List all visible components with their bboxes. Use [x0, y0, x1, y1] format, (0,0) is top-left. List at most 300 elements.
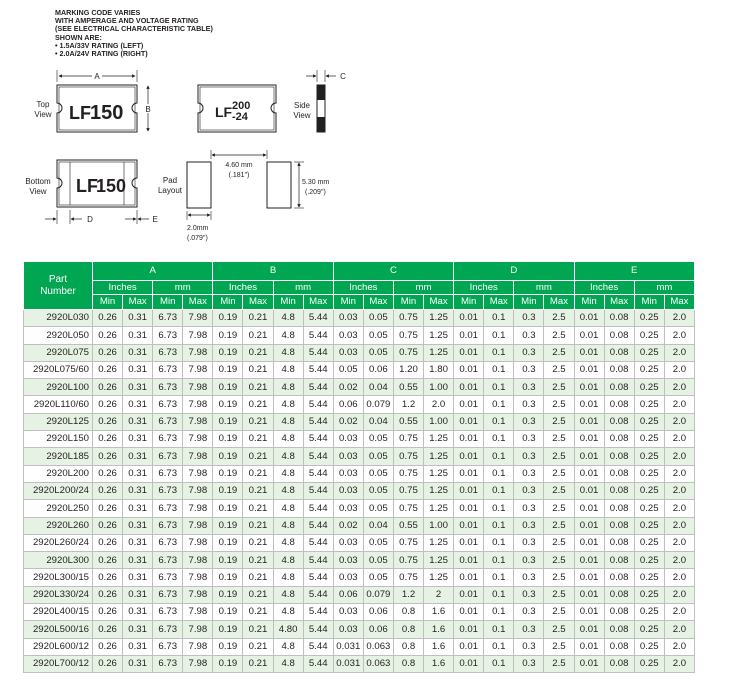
dimension-cell: 0.25 — [634, 604, 664, 621]
dimension-cell: 0.05 — [363, 465, 393, 482]
dimension-cell: 0.031 — [333, 638, 363, 655]
part-number-cell: 2920L300 — [24, 552, 93, 569]
dimension-cell: 0.25 — [634, 310, 664, 327]
dimension-cell: 6.73 — [153, 621, 183, 638]
dimension-cell: 2.5 — [544, 655, 574, 672]
dimension-cell: 2.0 — [664, 482, 694, 499]
dimension-cell: 0.25 — [634, 396, 664, 413]
dimension-cell: 0.26 — [93, 482, 123, 499]
unit-header: Inches — [574, 281, 634, 295]
bottom-view-label-1: Bottom — [25, 177, 51, 186]
dimension-cell: 1.25 — [424, 431, 454, 448]
dimension-cell: 1.6 — [424, 655, 454, 672]
dimension-cell: 0.079 — [363, 586, 393, 603]
note-line: WITH AMPERAGE AND VOLTAGE RATING — [55, 16, 199, 26]
dimension-cell: 0.26 — [93, 604, 123, 621]
dimension-cell: 0.19 — [213, 500, 243, 517]
table-row — [24, 482, 695, 499]
dimension-header: B — [213, 262, 333, 281]
dimension-cell: 6.73 — [153, 534, 183, 551]
dimension-cell: 0.25 — [634, 534, 664, 551]
dimension-cell: 0.3 — [514, 344, 544, 361]
dimension-cell: 1.25 — [424, 448, 454, 465]
dimension-cell: 1.2 — [393, 586, 423, 603]
table-row — [24, 534, 695, 551]
dimension-cell: 0.3 — [514, 396, 544, 413]
dimension-cell: 0.01 — [574, 482, 604, 499]
dimension-cell: 0.31 — [123, 517, 153, 534]
dimension-cell: 6.73 — [153, 379, 183, 396]
dimension-cell: 0.01 — [574, 534, 604, 551]
dimension-cell: 4.8 — [273, 465, 303, 482]
dimension-cell: 0.01 — [574, 621, 604, 638]
dimension-cell: 2.5 — [544, 621, 574, 638]
dimension-cell: 0.01 — [574, 465, 604, 482]
dimension-cell: 0.1 — [484, 344, 514, 361]
dimension-cell: 5.44 — [303, 344, 333, 361]
dimension-cell: 0.31 — [123, 655, 153, 672]
dimension-cell: 0.08 — [604, 448, 634, 465]
dimension-cell: 0.08 — [604, 327, 634, 344]
table-row — [24, 604, 695, 621]
dimension-cell: 0.19 — [213, 586, 243, 603]
dimension-cell: 0.05 — [363, 552, 393, 569]
dimension-cell: 5.44 — [303, 569, 333, 586]
dimension-cell: 0.25 — [634, 569, 664, 586]
dimension-cell: 0.08 — [604, 413, 634, 430]
dimension-cell: 0.06 — [333, 396, 363, 413]
dimension-cell: 7.98 — [183, 310, 213, 327]
dimension-cell: 0.31 — [123, 552, 153, 569]
dimension-cell: 1.00 — [424, 517, 454, 534]
dimension-cell: 0.75 — [393, 500, 423, 517]
pad-right — [267, 162, 291, 208]
dimension-cell: 0.1 — [484, 379, 514, 396]
dimension-cell: 2.0 — [664, 500, 694, 517]
dimension-cell: 0.03 — [333, 327, 363, 344]
dimension-cell: 7.98 — [183, 552, 213, 569]
dimension-cell: 1.6 — [424, 604, 454, 621]
note-line: • 2.0A/24V RATING (RIGHT) — [55, 49, 148, 59]
dimension-cell: 2.0 — [664, 431, 694, 448]
dimension-cell: 2.5 — [544, 310, 574, 327]
dimension-cell: 2.5 — [544, 552, 574, 569]
dimension-cell: 1.00 — [424, 379, 454, 396]
dimension-cell: 0.1 — [484, 310, 514, 327]
dimension-cell: 0.08 — [604, 638, 634, 655]
pad-height-in: (.209") — [305, 189, 326, 196]
dimension-cell: 0.19 — [213, 361, 243, 378]
dimension-cell: 0.04 — [363, 517, 393, 534]
dimension-cell: 0.31 — [123, 482, 153, 499]
dimension-cell: 0.19 — [213, 621, 243, 638]
dimension-cell: 5.44 — [303, 361, 333, 378]
dimension-cell: 4.8 — [273, 448, 303, 465]
dimension-cell: 2.0 — [664, 569, 694, 586]
dimension-cell: 0.21 — [243, 586, 273, 603]
minmax-header: Max — [243, 295, 273, 310]
pad-height-mm: 5.30 mm — [302, 179, 330, 186]
dimension-cell: 0.75 — [393, 552, 423, 569]
dimension-cell: 7.98 — [183, 413, 213, 430]
minmax-header: Min — [454, 295, 484, 310]
dimension-cell: 1.20 — [393, 361, 423, 378]
dimension-cell: 5.44 — [303, 655, 333, 672]
dimension-cell: 0.01 — [574, 310, 604, 327]
dimension-cell: 0.19 — [213, 604, 243, 621]
pad-layout-label-1: Pad — [162, 176, 178, 185]
logo-top: LF — [69, 103, 91, 123]
minmax-header: Min — [574, 295, 604, 310]
dimension-cell: 5.44 — [303, 396, 333, 413]
dimension-cell: 0.31 — [123, 344, 153, 361]
dimension-cell: 1.25 — [424, 500, 454, 517]
dimension-cell: 2.5 — [544, 327, 574, 344]
dimension-cell: 0.1 — [484, 361, 514, 378]
dimension-cell: 0.01 — [454, 361, 484, 378]
dimension-cell: 0.31 — [123, 379, 153, 396]
dimension-cell: 0.01 — [574, 344, 604, 361]
minmax-header: Max — [123, 295, 153, 310]
dimension-cell: 0.01 — [574, 655, 604, 672]
dimension-cell: 5.44 — [303, 310, 333, 327]
dimension-cell: 0.3 — [514, 621, 544, 638]
minmax-header: Min — [213, 295, 243, 310]
dimension-cell: 0.01 — [454, 310, 484, 327]
side-view-part — [317, 85, 325, 132]
dimension-cell: 2.5 — [544, 431, 574, 448]
dimension-cell: 0.01 — [454, 431, 484, 448]
dimension-cell: 5.44 — [303, 621, 333, 638]
dimension-cell: 0.05 — [363, 310, 393, 327]
dimension-cell: 0.063 — [363, 638, 393, 655]
dimension-cell: 7.98 — [183, 448, 213, 465]
dimension-cell: 0.21 — [243, 482, 273, 499]
dimension-cell: 0.08 — [604, 310, 634, 327]
dimension-cell: 0.08 — [604, 361, 634, 378]
dimension-cell: 7.98 — [183, 396, 213, 413]
dimension-cell: 0.75 — [393, 569, 423, 586]
dimension-cell: 2.5 — [544, 500, 574, 517]
dimension-cell: 4.8 — [273, 482, 303, 499]
dimension-cell: 0.75 — [393, 465, 423, 482]
dimension-cell: 0.21 — [243, 517, 273, 534]
dimension-cell: 2.0 — [664, 517, 694, 534]
dimension-cell: 0.21 — [243, 413, 273, 430]
dimension-cell: 2.5 — [544, 344, 574, 361]
dimension-cell: 0.03 — [333, 621, 363, 638]
dimension-cell: 0.3 — [514, 482, 544, 499]
dimension-header: A — [93, 262, 213, 281]
dimension-cell: 6.73 — [153, 327, 183, 344]
dimension-cell: 4.8 — [273, 431, 303, 448]
note-line: (SEE ELECTRICAL CHARACTERISTIC TABLE) — [55, 24, 213, 34]
dimension-cell: 0.8 — [393, 604, 423, 621]
table-row — [24, 379, 695, 396]
dimension-cell: 2.0 — [664, 655, 694, 672]
dimension-cell: 0.1 — [484, 482, 514, 499]
dimension-cell: 0.55 — [393, 413, 423, 430]
dimension-cell: 2 — [424, 586, 454, 603]
dimension-cell: 0.21 — [243, 379, 273, 396]
dimension-cell: 0.06 — [333, 586, 363, 603]
dimension-cell: 0.26 — [93, 361, 123, 378]
dimension-cell: 4.8 — [273, 344, 303, 361]
dimension-cell: 0.25 — [634, 431, 664, 448]
dimension-cell: 0.08 — [604, 500, 634, 517]
minmax-header: Min — [634, 295, 664, 310]
dimension-cell: 0.55 — [393, 517, 423, 534]
dimension-cell: 0.31 — [123, 638, 153, 655]
logo-right: LF — [215, 104, 233, 120]
dimension-cell: 0.01 — [574, 379, 604, 396]
dimension-cell: 0.26 — [93, 621, 123, 638]
table-row — [24, 552, 695, 569]
dimension-cell: 0.19 — [213, 431, 243, 448]
dimension-cell: 7.98 — [183, 517, 213, 534]
dimension-cell: 6.73 — [153, 655, 183, 672]
dimension-cell: 7.98 — [183, 361, 213, 378]
marking-top: 150 — [90, 102, 124, 124]
part-number-cell: 2920L250 — [24, 500, 93, 517]
dimension-cell: 0.01 — [454, 569, 484, 586]
dimension-cell: 5.44 — [303, 638, 333, 655]
dimension-cell: 0.3 — [514, 569, 544, 586]
dimension-cell: 6.73 — [153, 465, 183, 482]
dimension-cell: 4.8 — [273, 655, 303, 672]
dim-a-label: A — [94, 72, 100, 81]
table-row — [24, 431, 695, 448]
dimension-cell: 0.19 — [213, 552, 243, 569]
dimension-cell: 2.5 — [544, 379, 574, 396]
dimension-cell: 2.0 — [664, 534, 694, 551]
dimension-cell: 2.0 — [664, 604, 694, 621]
minmax-header: Min — [333, 295, 363, 310]
dimension-cell: 0.19 — [213, 396, 243, 413]
dimension-cell: 6.73 — [153, 448, 183, 465]
dimension-cell: 5.44 — [303, 586, 333, 603]
unit-header: Inches — [454, 281, 514, 295]
dimension-cell: 1.2 — [393, 396, 423, 413]
dimension-cell: 2.5 — [544, 604, 574, 621]
dimension-cell: 0.25 — [634, 517, 664, 534]
dimension-cell: 0.75 — [393, 482, 423, 499]
table-row — [24, 569, 695, 586]
dimension-cell: 0.25 — [634, 465, 664, 482]
minmax-header: Max — [424, 295, 454, 310]
dimension-cell: 2.0 — [664, 638, 694, 655]
part-number-cell: 2920L260 — [24, 517, 93, 534]
dimension-cell: 0.75 — [393, 344, 423, 361]
dimension-cell: 0.75 — [393, 431, 423, 448]
dimension-cell: 4.8 — [273, 396, 303, 413]
dimension-cell: 0.1 — [484, 569, 514, 586]
dimension-cell: 0.26 — [93, 327, 123, 344]
dimension-cell: 0.03 — [333, 431, 363, 448]
dimension-cell: 0.31 — [123, 361, 153, 378]
part-number-cell: 2920L125 — [24, 413, 93, 430]
dimension-cell: 0.05 — [363, 500, 393, 517]
marking-bottom: 150 — [96, 176, 127, 196]
table-row — [24, 621, 695, 638]
dimension-cell: 0.08 — [604, 621, 634, 638]
dimension-cell: 0.3 — [514, 327, 544, 344]
minmax-header: Max — [303, 295, 333, 310]
pad-left — [187, 162, 211, 208]
table-header — [24, 262, 695, 310]
dimension-cell: 0.08 — [604, 396, 634, 413]
dimension-cell: 0.01 — [454, 655, 484, 672]
dimension-cell: 0.21 — [243, 310, 273, 327]
unit-header: mm — [393, 281, 453, 295]
dimension-cell: 0.03 — [333, 552, 363, 569]
part-number-cell: 2920L700/12 — [24, 655, 93, 672]
dimension-cell: 0.3 — [514, 413, 544, 430]
minmax-header: Min — [514, 295, 544, 310]
part-number-cell: 2920L150 — [24, 431, 93, 448]
dimension-cell: 0.3 — [514, 604, 544, 621]
dimension-cell: 7.98 — [183, 655, 213, 672]
dimension-cell: 1.25 — [424, 344, 454, 361]
dimension-cell: 0.1 — [484, 500, 514, 517]
dimension-cell: 0.04 — [363, 379, 393, 396]
dimension-cell: 0.31 — [123, 327, 153, 344]
dimension-cell: 0.1 — [484, 638, 514, 655]
top-view-label-2: View — [34, 110, 52, 119]
dimension-cell: 0.26 — [93, 569, 123, 586]
dimension-cell: 0.01 — [454, 534, 484, 551]
dimension-cell: 0.3 — [514, 552, 544, 569]
dimension-cell: 0.01 — [454, 327, 484, 344]
dimension-cell: 0.3 — [514, 448, 544, 465]
dimension-cell: 0.06 — [363, 361, 393, 378]
dimension-cell: 0.19 — [213, 534, 243, 551]
dimension-cell: 0.01 — [574, 448, 604, 465]
dimension-cell: 0.01 — [454, 413, 484, 430]
unit-header: mm — [514, 281, 574, 295]
dimension-cell: 5.44 — [303, 379, 333, 396]
pad-layout-label-2: Layout — [157, 186, 183, 195]
dimension-cell: 0.21 — [243, 655, 273, 672]
dimension-cell: 0.19 — [213, 569, 243, 586]
dimension-cell: 0.3 — [514, 361, 544, 378]
dimension-cell: 0.21 — [243, 361, 273, 378]
dimension-cell: 0.08 — [604, 482, 634, 499]
dimension-cell: 0.8 — [393, 655, 423, 672]
part-number-cell: 2920L050 — [24, 327, 93, 344]
pad-gap-in: (.079") — [187, 235, 208, 242]
dimension-cell: 7.98 — [183, 379, 213, 396]
dimension-cell: 0.21 — [243, 465, 273, 482]
top-view-part — [57, 85, 137, 132]
dimension-cell: 0.19 — [213, 465, 243, 482]
dimension-cell: 0.21 — [243, 396, 273, 413]
minmax-header: Max — [363, 295, 393, 310]
part-number-cell: 2920L400/15 — [24, 604, 93, 621]
dimension-cell: 0.19 — [213, 655, 243, 672]
marking-right-2: -24 — [232, 111, 248, 123]
dimension-cell: 5.44 — [303, 552, 333, 569]
dimension-cell: 0.8 — [393, 621, 423, 638]
dimension-cell: 0.3 — [514, 310, 544, 327]
dimension-cell: 0.06 — [363, 621, 393, 638]
dimension-cell: 2.0 — [664, 448, 694, 465]
minmax-header: Min — [393, 295, 423, 310]
table-row — [24, 327, 695, 344]
dimension-cell: 0.19 — [213, 482, 243, 499]
dimension-cell: 1.25 — [424, 482, 454, 499]
dimension-cell: 0.25 — [634, 655, 664, 672]
dimension-cell: 0.3 — [514, 465, 544, 482]
dimension-cell: 0.3 — [514, 500, 544, 517]
dimension-cell: 0.75 — [393, 534, 423, 551]
dimension-cell: 7.98 — [183, 431, 213, 448]
logo-bottom: LF — [76, 176, 98, 196]
dimension-cell: 5.44 — [303, 482, 333, 499]
dimension-cell: 4.8 — [273, 552, 303, 569]
dimension-cell: 0.31 — [123, 310, 153, 327]
pad-width-mm: 4.60 mm — [225, 162, 253, 169]
dimension-cell: 7.98 — [183, 465, 213, 482]
dimension-cell: 2.0 — [664, 379, 694, 396]
dimension-cell: 0.19 — [213, 344, 243, 361]
dimension-cell: 0.25 — [634, 327, 664, 344]
dimension-cell: 2.0 — [664, 327, 694, 344]
dimensions-table — [23, 261, 695, 673]
dimension-cell: 6.73 — [153, 344, 183, 361]
dimension-cell: 0.3 — [514, 431, 544, 448]
dimension-cell: 0.01 — [454, 621, 484, 638]
dimension-cell: 2.5 — [544, 413, 574, 430]
dimension-cell: 5.44 — [303, 604, 333, 621]
dimension-cell: 2.0 — [664, 465, 694, 482]
dimension-cell: 7.98 — [183, 482, 213, 499]
dimension-cell: 4.8 — [273, 310, 303, 327]
dimension-cell: 0.02 — [333, 517, 363, 534]
part-number-cell: 2920L300/15 — [24, 569, 93, 586]
table-row — [24, 655, 695, 672]
unit-header: Inches — [213, 281, 273, 295]
dimension-cell: 0.05 — [363, 569, 393, 586]
dimension-cell: 0.03 — [333, 448, 363, 465]
dimension-cell: 0.25 — [634, 500, 664, 517]
dimension-cell: 4.8 — [273, 413, 303, 430]
dimension-cell: 0.31 — [123, 621, 153, 638]
dimension-cell: 0.19 — [213, 638, 243, 655]
dimension-cell: 7.98 — [183, 621, 213, 638]
dimension-cell: 4.8 — [273, 586, 303, 603]
dimension-cell: 7.98 — [183, 638, 213, 655]
dimension-cell: 4.8 — [273, 379, 303, 396]
dimension-cell: 0.01 — [574, 361, 604, 378]
dimension-cell: 1.25 — [424, 327, 454, 344]
dimension-cell: 0.08 — [604, 655, 634, 672]
dimension-cell: 2.5 — [544, 448, 574, 465]
dimension-cell: 0.1 — [484, 534, 514, 551]
dimension-cell: 0.05 — [363, 482, 393, 499]
dimension-cell: 0.26 — [93, 534, 123, 551]
dimension-cell: 2.0 — [664, 586, 694, 603]
dimension-cell: 4.80 — [273, 621, 303, 638]
dimension-cell: 0.3 — [514, 517, 544, 534]
dimension-cell: 0.55 — [393, 379, 423, 396]
dimension-cell: 0.8 — [393, 638, 423, 655]
part-number-cell: 2920L200 — [24, 465, 93, 482]
dimension-cell: 5.44 — [303, 534, 333, 551]
dimension-cell: 0.26 — [93, 517, 123, 534]
dimension-cell: 0.21 — [243, 534, 273, 551]
dimension-cell: 0.31 — [123, 500, 153, 517]
